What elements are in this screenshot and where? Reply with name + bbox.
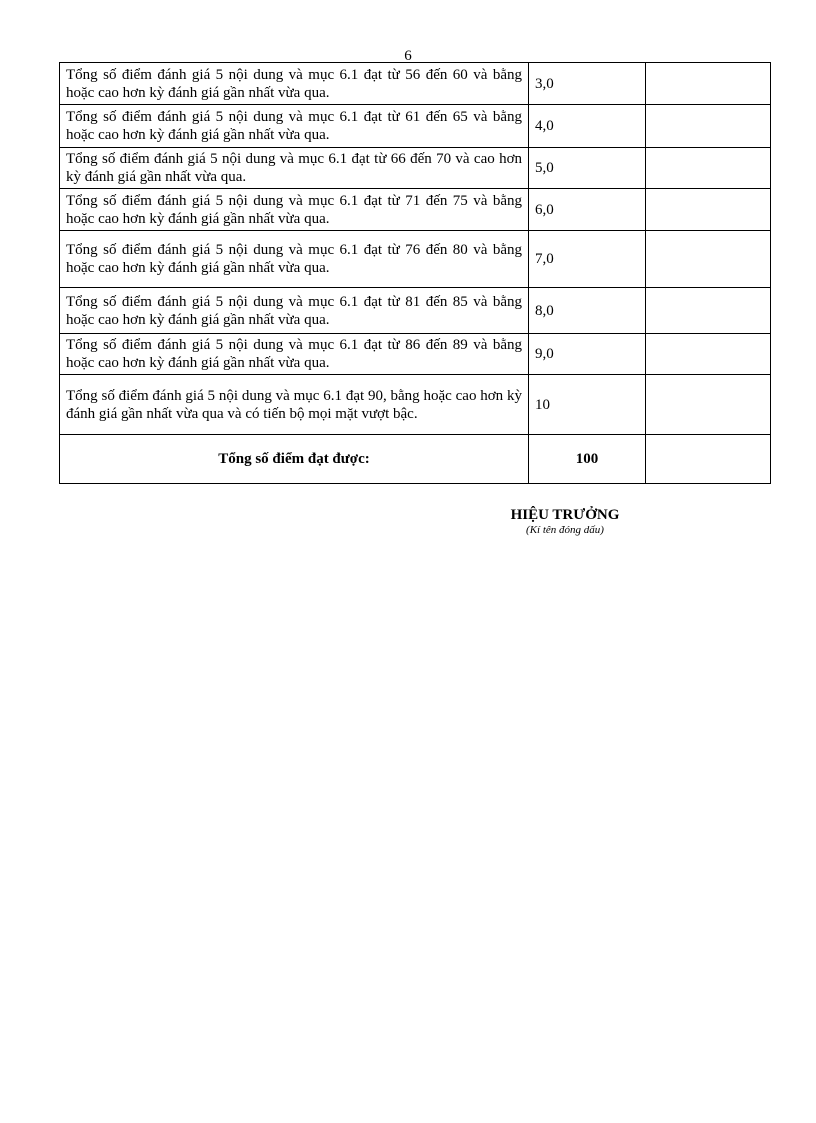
criteria-cell: Tổng số điểm đánh giá 5 nội dung và mục 6.1 đạt từ 86 đến 89 và bằng hoặc cao hơn kỳ đánh giá gần nhất vừa qua. — [60, 334, 529, 375]
criteria-cell: Tổng số điểm đánh giá 5 nội dung và mục 6.1 đạt từ 61 đến 65 và bằng hoặc cao hơn kỳ đánh giá gần nhất vừa qua. — [60, 105, 529, 148]
signature-block — [480, 506, 650, 537]
total-row — [60, 435, 771, 484]
evaluation-cell[interactable] — [646, 148, 771, 189]
evaluation-cell[interactable] — [646, 105, 771, 148]
table-row — [60, 105, 771, 148]
signature-title: HIỆU TRƯỞNG — [510, 507, 620, 523]
score-table-footer — [60, 435, 771, 484]
signature-note: (Kí tên đóng dấu) — [526, 524, 604, 536]
table-row — [60, 231, 771, 288]
score-cell: 8,0 — [529, 288, 646, 334]
total-blank-cell[interactable] — [646, 435, 771, 484]
evaluation-cell[interactable] — [646, 334, 771, 375]
total-score: 100 — [529, 435, 646, 484]
total-label: Tổng số điểm đạt được: — [60, 435, 529, 484]
score-table-body — [60, 63, 771, 435]
table-row — [60, 288, 771, 334]
evaluation-cell[interactable] — [646, 63, 771, 105]
criteria-cell: Tổng số điểm đánh giá 5 nội dung và mục 6.1 đạt từ 66 đến 70 và cao hơn kỳ đánh giá gần nhất vừa qua. — [60, 148, 529, 189]
evaluation-cell[interactable] — [646, 231, 771, 288]
score-cell: 10 — [529, 375, 646, 435]
criteria-cell: Tổng số điểm đánh giá 5 nội dung và mục 6.1 đạt từ 71 đến 75 và bằng hoặc cao hơn kỳ đánh giá gần nhất vừa qua. — [60, 189, 529, 231]
score-cell: 6,0 — [529, 189, 646, 231]
page-number: 6 — [404, 48, 412, 64]
score-cell: 7,0 — [529, 231, 646, 288]
table-row — [60, 334, 771, 375]
score-cell: 4,0 — [529, 105, 646, 148]
criteria-cell: Tổng số điểm đánh giá 5 nội dung và mục 6.1 đạt từ 76 đến 80 và bằng hoặc cao hơn kỳ đánh giá gần nhất vừa qua. — [60, 231, 529, 288]
table-row — [60, 148, 771, 189]
criteria-cell: Tổng số điểm đánh giá 5 nội dung và mục 6.1 đạt từ 56 đến 60 và bằng hoặc cao hơn kỳ đánh giá gần nhất vừa qua. — [60, 63, 529, 105]
criteria-cell: Tổng số điểm đánh giá 5 nội dung và mục 6.1 đạt từ 81 đến 85 và bằng hoặc cao hơn kỳ đánh giá gần nhất vừa qua. — [60, 288, 529, 334]
table-row — [60, 375, 771, 435]
score-table — [59, 62, 771, 484]
evaluation-cell[interactable] — [646, 375, 771, 435]
table-row — [60, 63, 771, 105]
score-cell: 5,0 — [529, 148, 646, 189]
table-row — [60, 189, 771, 231]
criteria-cell: Tổng số điểm đánh giá 5 nội dung và mục 6.1 đạt 90, bằng hoặc cao hơn kỳ đánh giá gần nhất vừa qua và có tiến bộ mọi mặt vượt bậc. — [60, 375, 529, 435]
score-cell: 3,0 — [529, 63, 646, 105]
evaluation-cell[interactable] — [646, 288, 771, 334]
evaluation-cell[interactable] — [646, 189, 771, 231]
score-cell: 9,0 — [529, 334, 646, 375]
